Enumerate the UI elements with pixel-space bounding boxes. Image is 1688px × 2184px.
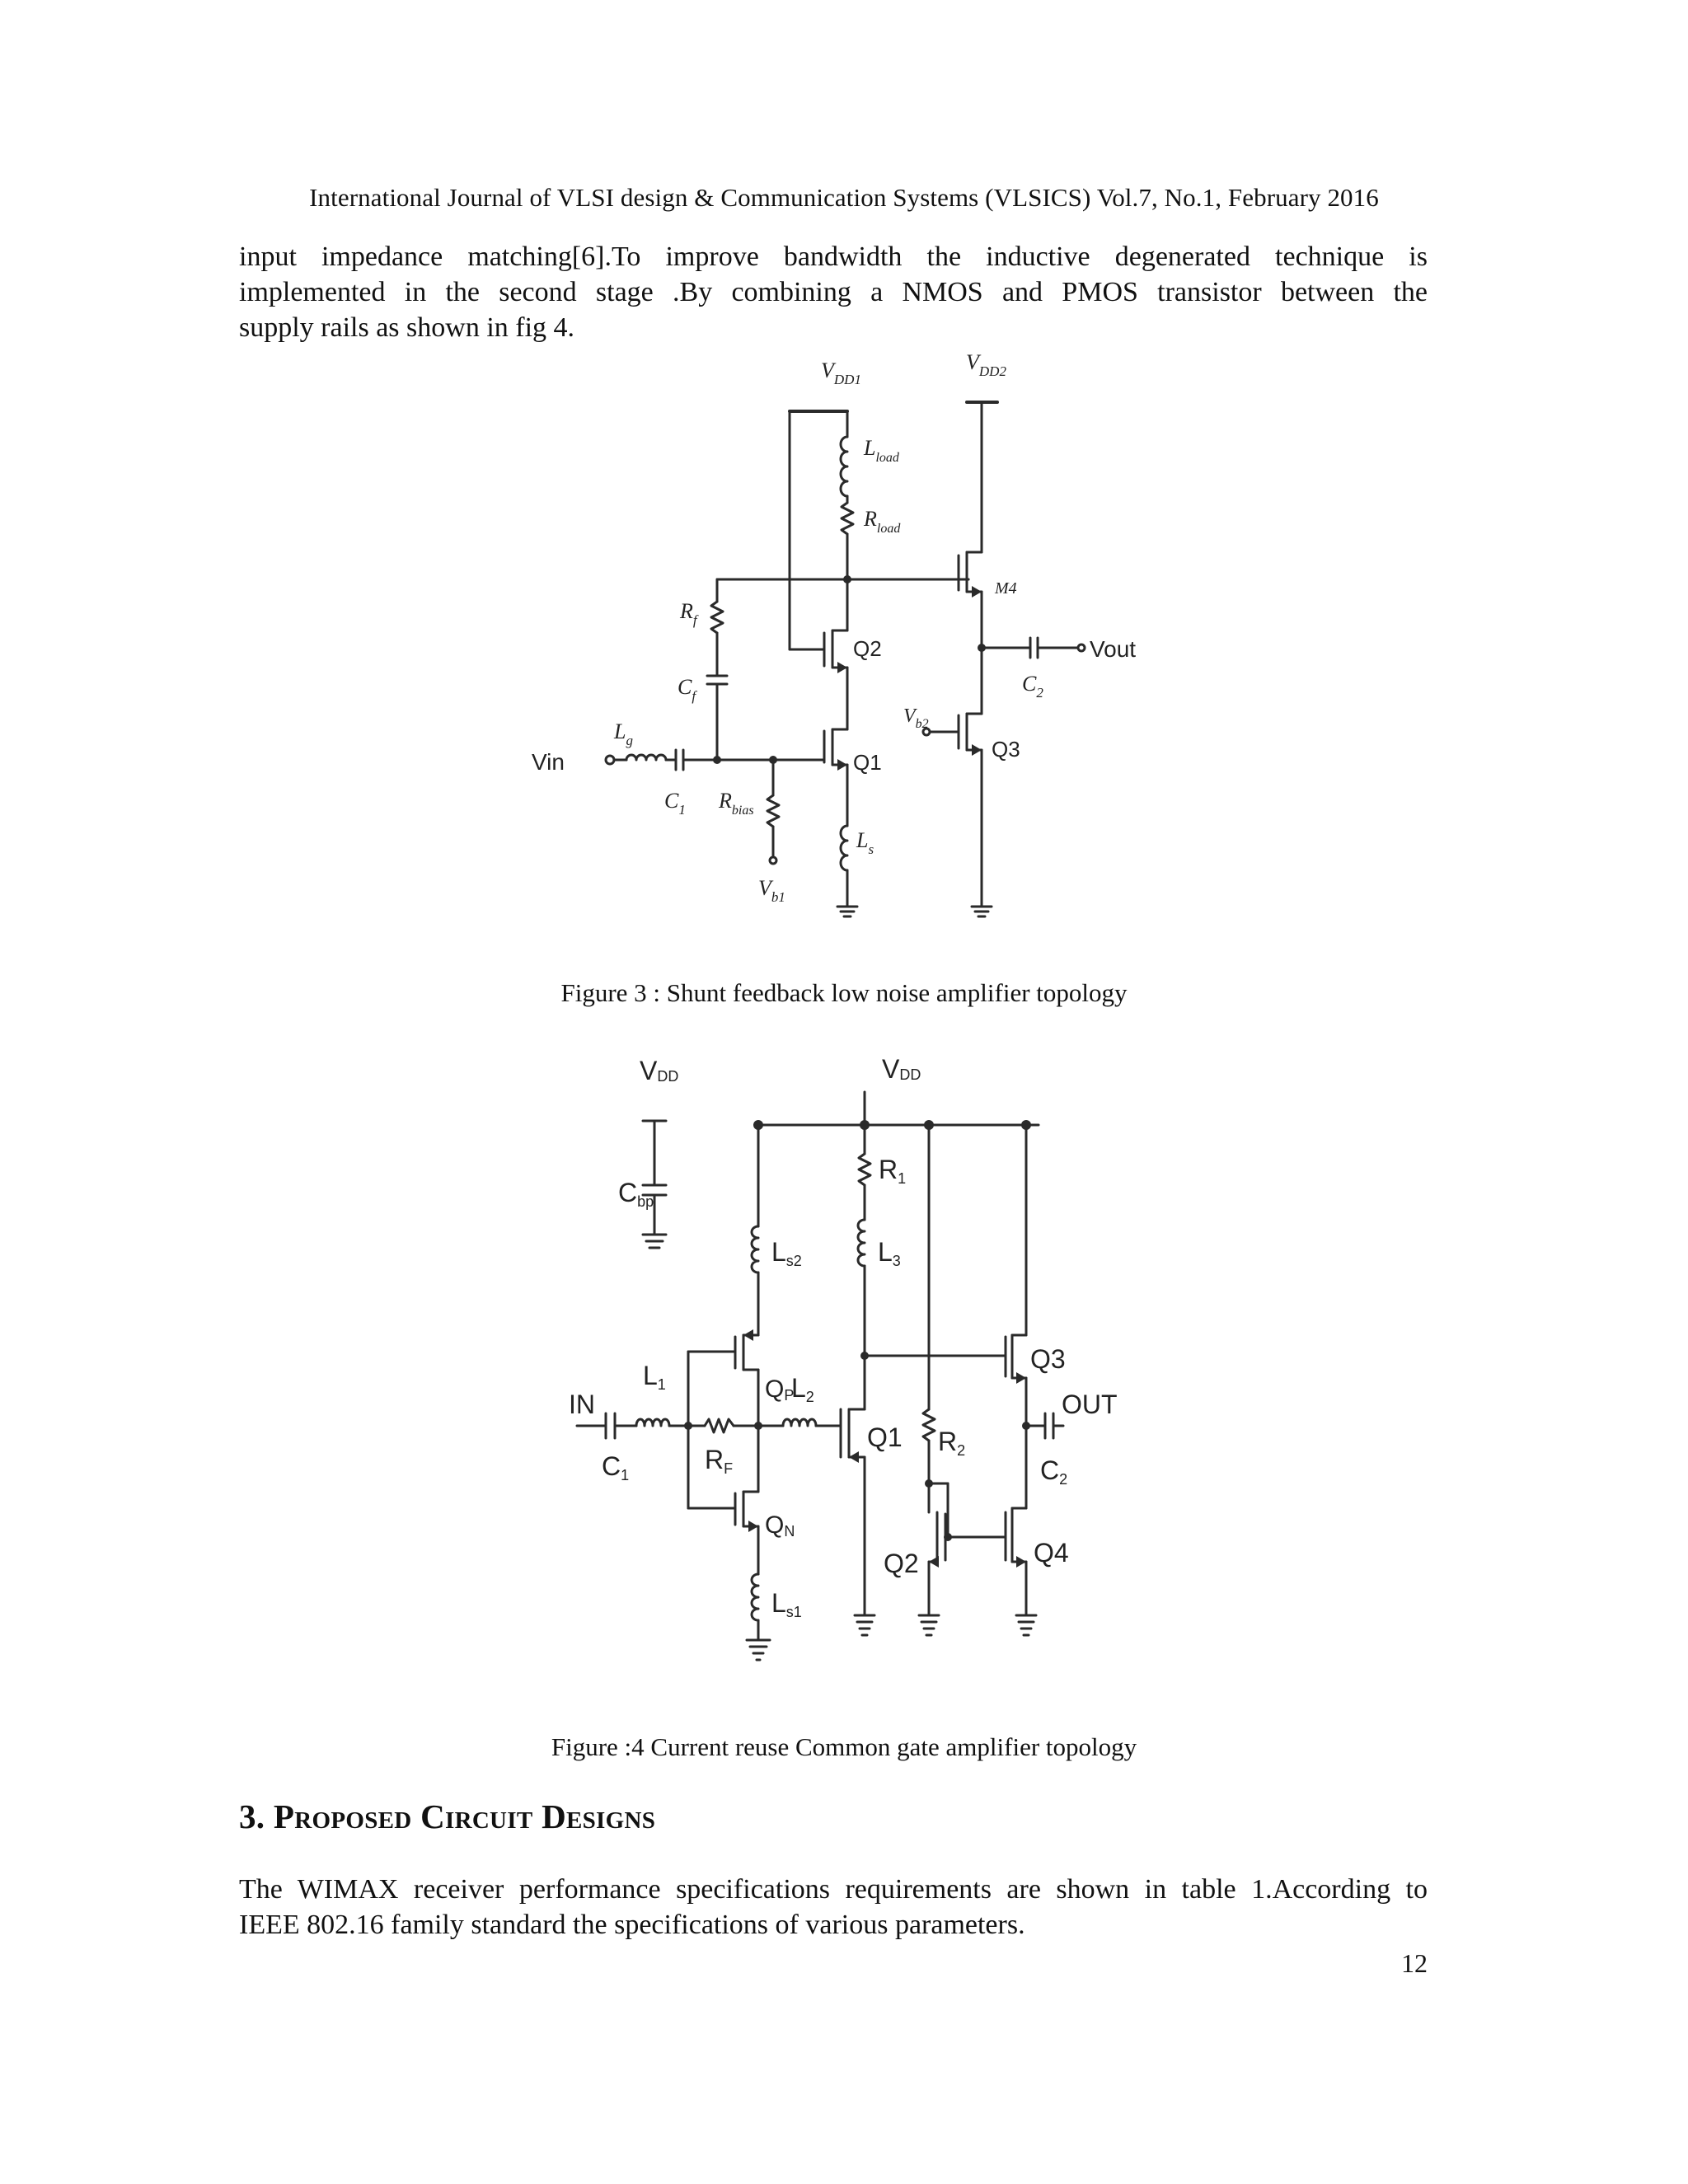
fig3-label-ls: $L_s$ bbox=[856, 828, 874, 857]
page-number: 12 bbox=[1401, 1948, 1428, 1978]
fig4-label-vdd-right: VDD bbox=[882, 1054, 921, 1084]
fig3-label-lload: $L_{load}$ bbox=[864, 436, 899, 465]
fig3-label-vdd1: $V_{DD1}$ bbox=[821, 359, 861, 387]
fig4-label-vdd-left: VDD bbox=[640, 1056, 679, 1085]
fig3-label-c2: $C_2$ bbox=[1022, 672, 1043, 701]
fig3-label-q1: Q1 bbox=[853, 750, 882, 775]
fig3-label-c1: $C_1$ bbox=[664, 789, 686, 818]
fig4-label-q1: Q1 bbox=[867, 1422, 903, 1452]
fig3-label-vb2: $V_{b2}$ bbox=[903, 705, 929, 731]
fig3-label-rbias: $R_{bias}$ bbox=[719, 789, 754, 818]
fig3-label-m4: M4 bbox=[995, 579, 1017, 598]
fig4-label-out: OUT bbox=[1062, 1390, 1118, 1419]
fig4-label-ls1: Ls1 bbox=[771, 1588, 802, 1620]
fig4-label-l1: L1 bbox=[643, 1361, 666, 1393]
fig3-label-cf: $C_f$ bbox=[678, 675, 696, 704]
fig4-label-c1: C1 bbox=[602, 1451, 630, 1483]
fig3-label-vout: Vout bbox=[1090, 636, 1137, 662]
fig4-label-c2: C2 bbox=[1040, 1455, 1068, 1488]
fig3-label-rf: $R_f$ bbox=[680, 599, 697, 628]
intro-line-2: implemented in the second stage .By combining a NMOS and PMOS transistor between the bbox=[239, 277, 1428, 307]
fig4-label-in: IN bbox=[569, 1390, 595, 1419]
section-heading: 3. Proposed Circuit Designs bbox=[239, 1797, 656, 1835]
fig3-label-vin: Vin bbox=[532, 749, 565, 775]
fig4-label-ls2: Ls2 bbox=[771, 1237, 802, 1269]
figure-3-schematic bbox=[511, 346, 1170, 940]
body-line-2: IEEE 802.16 family standard the specifications of various parameters. bbox=[239, 1910, 1025, 1940]
fig4-label-r2: R2 bbox=[938, 1427, 966, 1459]
fig3-label-rload: $R_{load}$ bbox=[864, 507, 901, 536]
body-paragraph bbox=[239, 1872, 1428, 1943]
figure-4-caption: Figure :4 Current reuse Common gate amplifier topology bbox=[551, 1732, 1137, 1761]
fig4-label-q2: Q2 bbox=[884, 1549, 919, 1578]
figure-3-caption: Figure 3 : Shunt feedback low noise amplifier topology bbox=[560, 978, 1128, 1007]
fig3-label-vdd2: $V_{DD2}$ bbox=[966, 350, 1006, 379]
fig4-label-q4: Q4 bbox=[1034, 1538, 1069, 1568]
fig4-label-cbp: Cbp bbox=[618, 1178, 654, 1210]
running-header: International Journal of VLSI design & Communication Systems (VLSICS) Vol.7, No.1, February 2016 bbox=[309, 183, 1379, 212]
intro-paragraph bbox=[239, 239, 1428, 345]
fig3-label-vb1: $V_{b1}$ bbox=[758, 876, 785, 905]
fig3-label-q3: Q3 bbox=[992, 737, 1020, 762]
fig3-label-q2: Q2 bbox=[853, 636, 882, 661]
fig4-label-r1: R1 bbox=[879, 1155, 907, 1187]
fig4-label-qp: QP bbox=[765, 1376, 795, 1404]
fig4-label-rf: RF bbox=[705, 1445, 734, 1477]
fig4-label-q3: Q3 bbox=[1030, 1344, 1066, 1374]
fig3-label-lg: $L_g$ bbox=[614, 719, 633, 748]
fig4-label-l2: L2 bbox=[791, 1373, 814, 1405]
intro-line-1: input impedance matching[6].To improve bandwidth the inductive degenerated technique is bbox=[239, 241, 1428, 272]
fig4-label-l3: L3 bbox=[878, 1237, 901, 1269]
body-line-1: The WIMAX receiver performance specifications requirements are shown in table 1.According to bbox=[239, 1874, 1428, 1905]
figure-4-schematic bbox=[560, 1047, 1154, 1698]
intro-line-3: supply rails as shown in fig 4. bbox=[239, 312, 575, 343]
fig4-label-qn: QN bbox=[765, 1511, 795, 1540]
